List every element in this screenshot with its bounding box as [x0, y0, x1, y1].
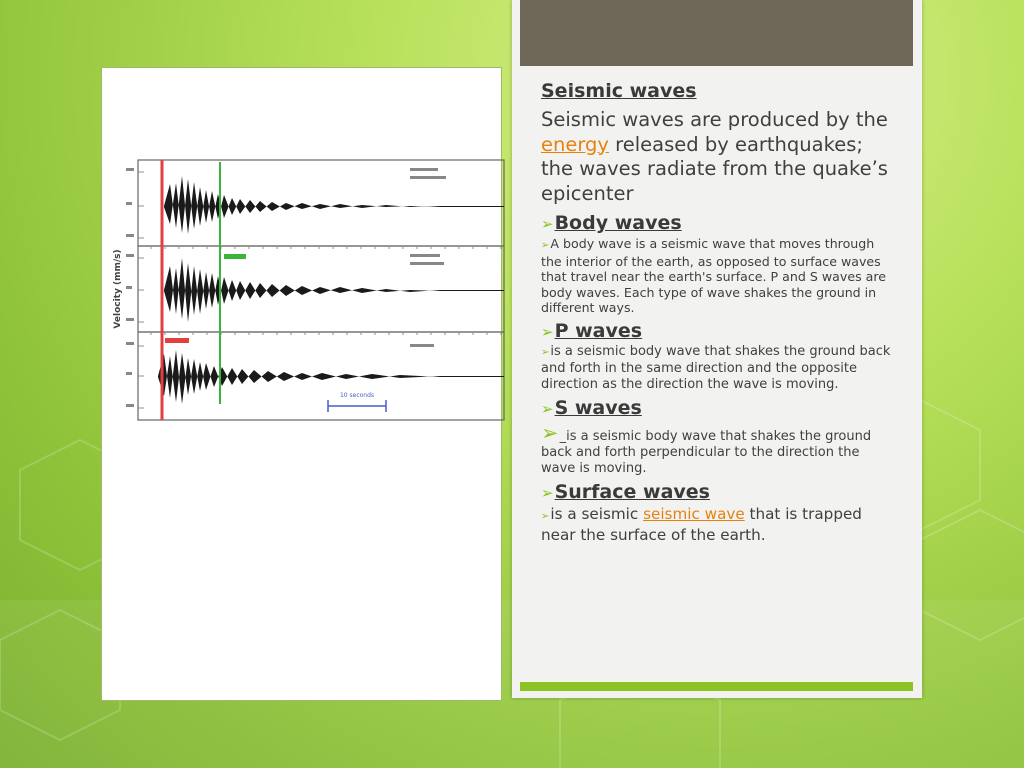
surface-waves-heading: [541, 481, 893, 503]
surface-waves-text-start: is a seismic: [550, 504, 644, 523]
waveform-trace-2: [164, 258, 504, 322]
p-waves-text: [541, 344, 893, 393]
waveform-trace-1: [164, 176, 504, 234]
slide-title: Seismic waves: [541, 80, 697, 102]
body-waves-text: [541, 236, 893, 316]
energy-link[interactable]: energy: [541, 132, 609, 156]
header-bar: [520, 0, 913, 66]
time-scale-label: 10 seconds: [339, 392, 375, 399]
s-waves-description: is a seismic body wave that shakes the ground back and forth perpendicular to the direction the wave is moving.: [541, 428, 872, 476]
arrow-bullet-icon: ➢: [541, 322, 554, 341]
arrow-bullet-icon: ➢: [541, 483, 554, 502]
seismic-wave-link[interactable]: seismic wave: [643, 504, 745, 523]
p-waves-description: is a seismic body wave that shakes the ground back and forth in the same direction and the opposite direction as the direction the wave is moving.: [541, 343, 891, 392]
arrow-bullet-icon: ➢: [541, 399, 554, 418]
intro-paragraph: [541, 108, 893, 206]
body-waves-heading: [541, 212, 893, 234]
y-axis-label: Velocity (mm/s): [113, 249, 123, 329]
intro-text-end: released by earthquakes; the waves radiate from the quake’s epicenter: [541, 132, 888, 205]
s-waves-heading: [541, 397, 893, 419]
arrow-bullet-icon: ➢: [541, 215, 554, 233]
s-waves-text: [541, 420, 893, 477]
text-panel: [512, 0, 922, 698]
body-waves-description: A body wave is a seismic wave that moves through the interior of the earth, as opposed to surface waves that travel near the earth's surface. P and S waves are body waves. Each type of wave shakes the ground in different ways.: [541, 236, 886, 315]
p-waves-heading-text: P waves: [554, 319, 643, 342]
arrow-bullet-icon: ➢: [541, 510, 550, 522]
footer-accent-bar: [520, 682, 913, 691]
s-waves-prefix: _: [559, 428, 567, 444]
time-scale-bar: [328, 400, 386, 412]
surface-waves-text: [541, 505, 893, 545]
body-waves-heading-text: Body waves: [554, 212, 682, 234]
seismogram-panel: [101, 67, 502, 701]
s-wave-marker: [224, 254, 246, 259]
intro-text-start: Seismic waves are produced by the: [541, 108, 888, 131]
p-waves-heading: [541, 320, 893, 342]
surface-waves-heading-text: Surface waves: [554, 480, 710, 503]
arrow-bullet-icon: ➢: [541, 240, 550, 251]
waveform-trace-3: [158, 350, 504, 404]
seismogram-figure: [110, 154, 508, 426]
arrow-bullet-icon: ➢: [541, 420, 559, 445]
s-waves-heading-text: S waves: [554, 396, 642, 419]
surface-waves-text-end: that is trapped near the surface of the earth.: [541, 504, 862, 544]
arrow-bullet-icon: ➢: [541, 346, 550, 358]
p-wave-marker: [165, 338, 189, 343]
slide-content: [541, 80, 893, 545]
